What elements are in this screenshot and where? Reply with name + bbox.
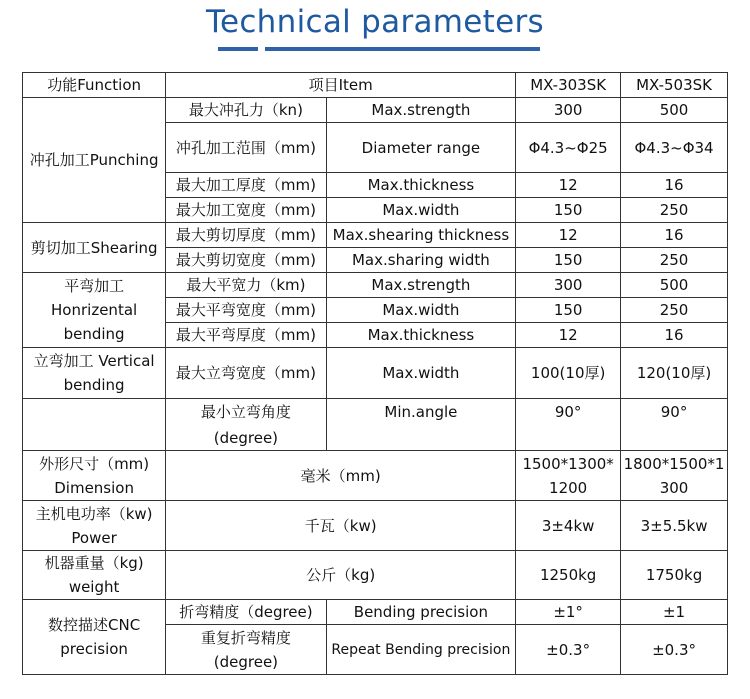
value-model-1: 12 (516, 223, 621, 248)
value-model-1: 150 (516, 198, 621, 223)
table-row (23, 273, 728, 298)
value-model-2: Φ4.3~Φ34 (621, 123, 728, 173)
value-model-1: 3±4kw (516, 501, 621, 551)
header-function: 功能Function (23, 73, 166, 98)
param-en: Diameter range (326, 123, 516, 173)
value-model-1: 150 (516, 248, 621, 273)
header-model-1: MX-303SK (516, 73, 621, 98)
value-model-2: 3±5.5kw (621, 501, 728, 551)
value-model-1: 90° (516, 399, 621, 451)
value-model-2: 1750kg (621, 551, 728, 600)
param-cn: 最大平宽力（km) (166, 273, 326, 298)
value-model-1: 1250kg (516, 551, 621, 600)
table-row (23, 501, 728, 551)
value-model-2: 500 (621, 273, 728, 298)
param-cn-label: 最小立弯角度 (200, 403, 291, 421)
group-vertical-bending: 立弯加工 Vertical bending (23, 348, 166, 399)
param-cn: 冲孔加工范围（mm) (166, 123, 326, 173)
group-cnc: 数控描述CNC precision (23, 600, 166, 675)
value-model-1: ±1° (516, 600, 621, 625)
group-label-cn: 平弯加工 (64, 277, 125, 295)
title-underline-right (265, 47, 540, 51)
parameters-table (22, 72, 728, 675)
param-cn: 折弯精度（degree) (166, 600, 326, 625)
param-en: Bending precision (326, 600, 516, 625)
value-model-1: 1500*1300*1200 (516, 451, 621, 501)
power-unit: 千瓦（kw) (166, 501, 516, 551)
value-model-2: 250 (621, 298, 728, 323)
param-en: Max.strength (326, 273, 516, 298)
param-cn: 最大剪切厚度（mm) (166, 223, 326, 248)
param-en: Repeat Bending precision (326, 625, 516, 675)
weight-label: 机器重量（kg) weight (23, 551, 166, 600)
value-model-1: 12 (516, 173, 621, 198)
page-title: Technical parameters (205, 4, 544, 40)
value-model-2: 16 (621, 223, 728, 248)
param-en: Min.angle (326, 399, 516, 451)
value-model-2: 250 (621, 248, 728, 273)
value-model-2: 90° (621, 399, 728, 451)
value-model-2: 16 (621, 173, 728, 198)
value-model-2: 500 (621, 98, 728, 123)
value-model-2: 250 (621, 198, 728, 223)
dimension-label: 外形尺寸（mm) Dimension (23, 451, 166, 501)
param-unit: (degree) (213, 429, 279, 447)
table-row (23, 600, 728, 625)
value-model-1: 150 (516, 298, 621, 323)
table-row (23, 451, 728, 501)
value-model-1: 300 (516, 273, 621, 298)
param-cn: 最大剪切宽度（mm) (166, 248, 326, 273)
param-cn: 最大加工宽度（mm) (166, 198, 326, 223)
value-model-1: ±0.3° (516, 625, 621, 675)
value-model-2: 1800*1500*1300 (621, 451, 728, 501)
title-underline-left (218, 47, 258, 51)
header-model-2: MX-503SK (621, 73, 728, 98)
weight-unit: 公斤（kg) (166, 551, 516, 600)
param-cn: 最大立弯宽度（mm) (166, 348, 326, 399)
param-en: Max.width (326, 298, 516, 323)
value-model-2: ±0.3° (621, 625, 728, 675)
table-row (23, 98, 728, 123)
table-row (23, 551, 728, 600)
param-en: Max.sharing width (326, 248, 516, 273)
param-cn: 最大平弯厚度（mm) (166, 323, 326, 348)
value-model-1: 12 (516, 323, 621, 348)
value-model-1 (516, 123, 621, 173)
param-en: Max.thickness (326, 323, 516, 348)
group-shearing: 剪切加工Shearing (23, 223, 166, 273)
table-row (23, 223, 728, 248)
group-label-en: Honrizental bending (51, 301, 138, 343)
param-en: Max.strength (326, 98, 516, 123)
param-cn: 最大平弯宽度（mm) (166, 298, 326, 323)
value-model-1: 300 (516, 98, 621, 123)
value-model-1: 100(10厚) (516, 348, 621, 399)
header-item: 项目Item (166, 73, 516, 98)
param-cn: 重复折弯精度 (degree) (166, 625, 326, 675)
value-model-2: 120(10厚) (621, 348, 728, 399)
param-cn: 最大加工厚度（mm) (166, 173, 326, 198)
value-text: Φ4.3~Φ25 (528, 138, 608, 157)
group-vertical-bending-cont (23, 399, 166, 451)
table-row (23, 399, 728, 451)
dimension-unit: 毫米（mm) (166, 451, 516, 501)
power-label: 主机电功率（kw) Power (23, 501, 166, 551)
param-en: Max.width (326, 348, 516, 399)
param-en: Max.width (326, 198, 516, 223)
param-cn (166, 399, 326, 451)
table-header-row (23, 73, 728, 98)
param-en: Max.thickness (326, 173, 516, 198)
group-horizontal-bending (23, 273, 166, 348)
table-row (23, 348, 728, 399)
value-model-2: ±1 (621, 600, 728, 625)
value-model-2: 16 (621, 323, 728, 348)
param-en: Max.shearing thickness (326, 223, 516, 248)
param-cn: 最大冲孔力（kn) (166, 98, 326, 123)
group-punching: 冲孔加工Punching (23, 98, 166, 223)
